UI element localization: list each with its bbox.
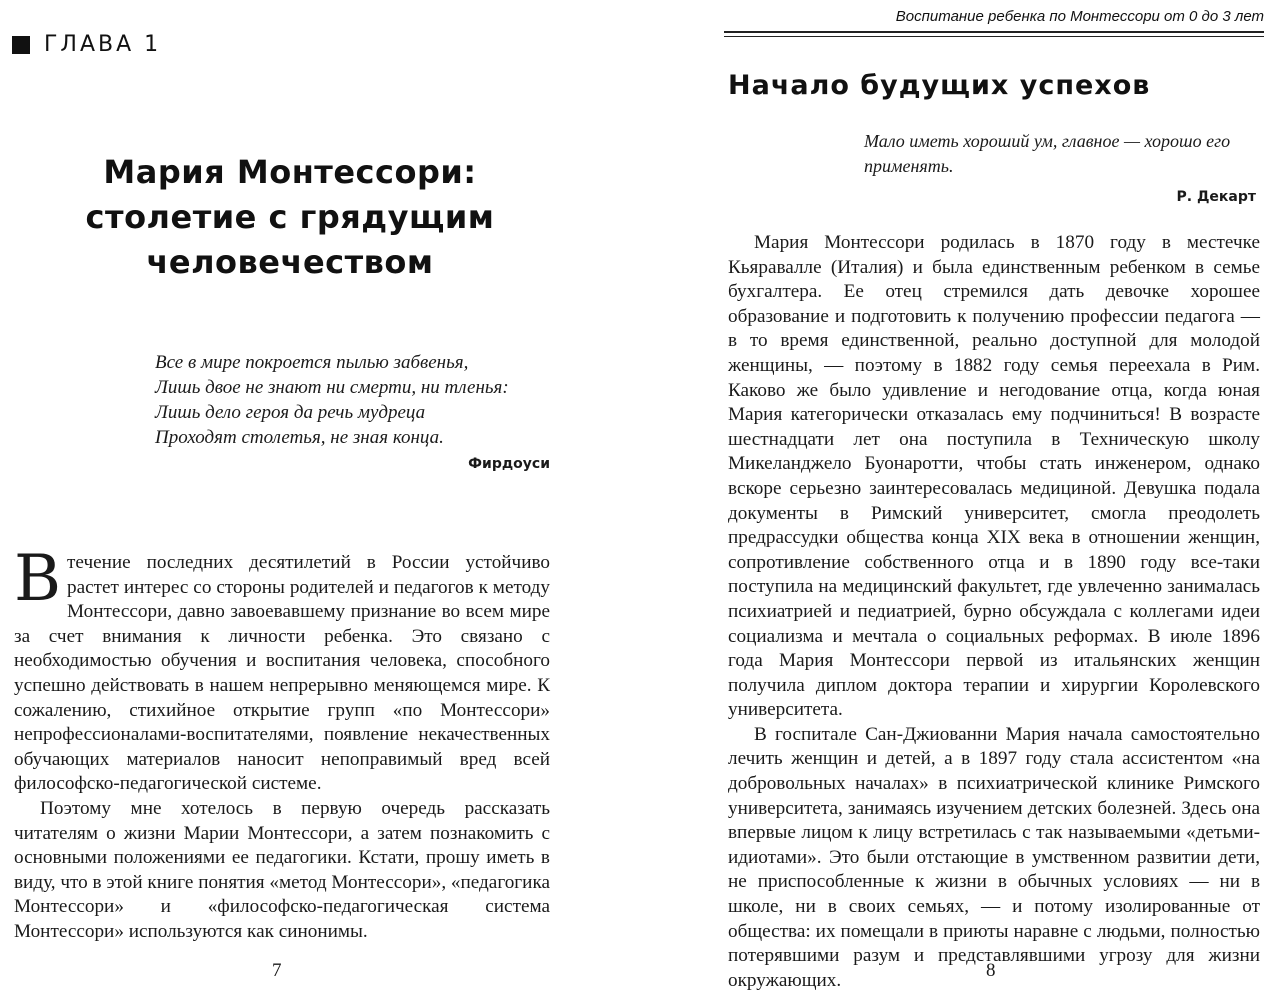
page-number: 7 (272, 960, 282, 981)
verse-line: Лишь двое не знают ни смерти, ни тленья: (155, 377, 509, 398)
paragraph-text: течение последних десятилетий в России устойчиво растет интерес со стороны родителей и педагогов к методу Монтессори, давно завоевавшему признание во всем мире за счет внимания к личности ребенка. Это связано с необходимостью обучения и воспитания человека, способного успешно действовать в нашем непрерывно меняющемся мире. К сожалению, стихийное открытие групп «по Монтессори» непрофессионалами-воспитателями, появление некачественных обучающих материалов наносит непоправимый вред всей философско-педагогической системе. (14, 552, 550, 795)
paragraph: В госпитале Сан-Джиованни Мария начала самостоятельно лечить женщин и детей, а в 1897 году стала ассистентом «на добровольных началах» в психиатрической клинике Римского университета, занимаясь изучением детских болезней. Здесь она впервые лицом к лицу встретилась с так называемыми «детьми-идиотами». Это были отстающие в умственном развитии дети, не приспособленные к жизни в обычных условиях — ни в школе, ни в своих семьях, — и потому изолированные от общества: их помещали в приюты наравне с людьми, полностью потерявшими разум и представлявшими угрозу для жизни окружающих. (728, 723, 1260, 991)
chapter-title (60, 150, 520, 285)
paragraph: Мария Монтессори родилась в 1870 году в местечке Кьяравалле (Италия) и была единственным ребенком в семье бухгалтера. Ее отец стремился дать девочке хорошее образование и подготовить к получению профессии педагога — в то время единственной, реально доступной для молодой женщины, — поэтому в 1882 году семья переехала в Рим. Каково же было удивление и негодование отца, когда юная Мария категорически отказалась ему подчиниться! В возрасте шестнадцати лет она поступила в Техническую школу Микеланджело Буонаротти, чтобы стать инженером, однако вскоре серьезно заинтересовалась медициной. Девушка подала документы в Римский университет, смогла преодолеть предрассудки общества конца XIX века в отношении женщин, сопротивление собственного отца и в 1890 году все-таки поступила на медицинский факультет, где увлеченно занималась психиатрией и педиатрией, бурно обсуждала с коллегами идеи социализма и мечтала о социальных реформах. В июле 1896 года Мария Монтессори первой из итальянских женщин получила диплом доктора терапии и хирургии Королевского университета. (728, 232, 1260, 721)
chapter-label (12, 32, 161, 57)
running-header: Воспитание ребенка по Монтессори от 0 до 3 лет (895, 8, 1264, 25)
header-rule (724, 31, 1264, 33)
chapter-title-line: человечеством (146, 243, 434, 281)
chapter-square-icon (12, 36, 30, 54)
chapter-title-line: Мария Монтессори: (103, 153, 477, 191)
left-body-text (14, 542, 550, 945)
epigraph (864, 129, 1256, 210)
verse-author: Фирдоуси (468, 456, 550, 472)
drop-cap: В (14, 542, 62, 616)
verse-epigraph (155, 350, 550, 477)
paragraph: Поэтому мне хотелось в первую очередь рассказать читателям о жизни Марии Монтессори, а затем познакомить с основными положениями ее педагогики. Кстати, прошу иметь в виду, что в этой книге понятия «метод Монтессори», «педагогика Монтессори» и «философско-педагогическая система Монтессори» используются как синонимы. (14, 797, 550, 942)
right-page (724, 0, 1264, 996)
section-title: Начало будущих успехов (728, 70, 1151, 101)
chapter-label-text: ГЛАВА 1 (44, 32, 162, 57)
chapter-title-line: столетие с грядущим (85, 198, 495, 236)
verse-line: Лишь дело героя да речь мудреца (155, 402, 426, 423)
verse-line: Все в мире покроется пылью забвенья, (155, 352, 469, 373)
page-number: 8 (986, 960, 996, 981)
right-body-text (728, 231, 1260, 993)
header-rule-thin (724, 36, 1264, 37)
paragraph (14, 542, 550, 797)
left-page (0, 0, 560, 996)
epigraph-text: Мало иметь хороший ум, главное — хорошо его применять. (864, 131, 1231, 176)
verse-line: Проходят столетья, не зная конца. (155, 427, 444, 448)
epigraph-author: Р. Декарт (1176, 189, 1256, 205)
